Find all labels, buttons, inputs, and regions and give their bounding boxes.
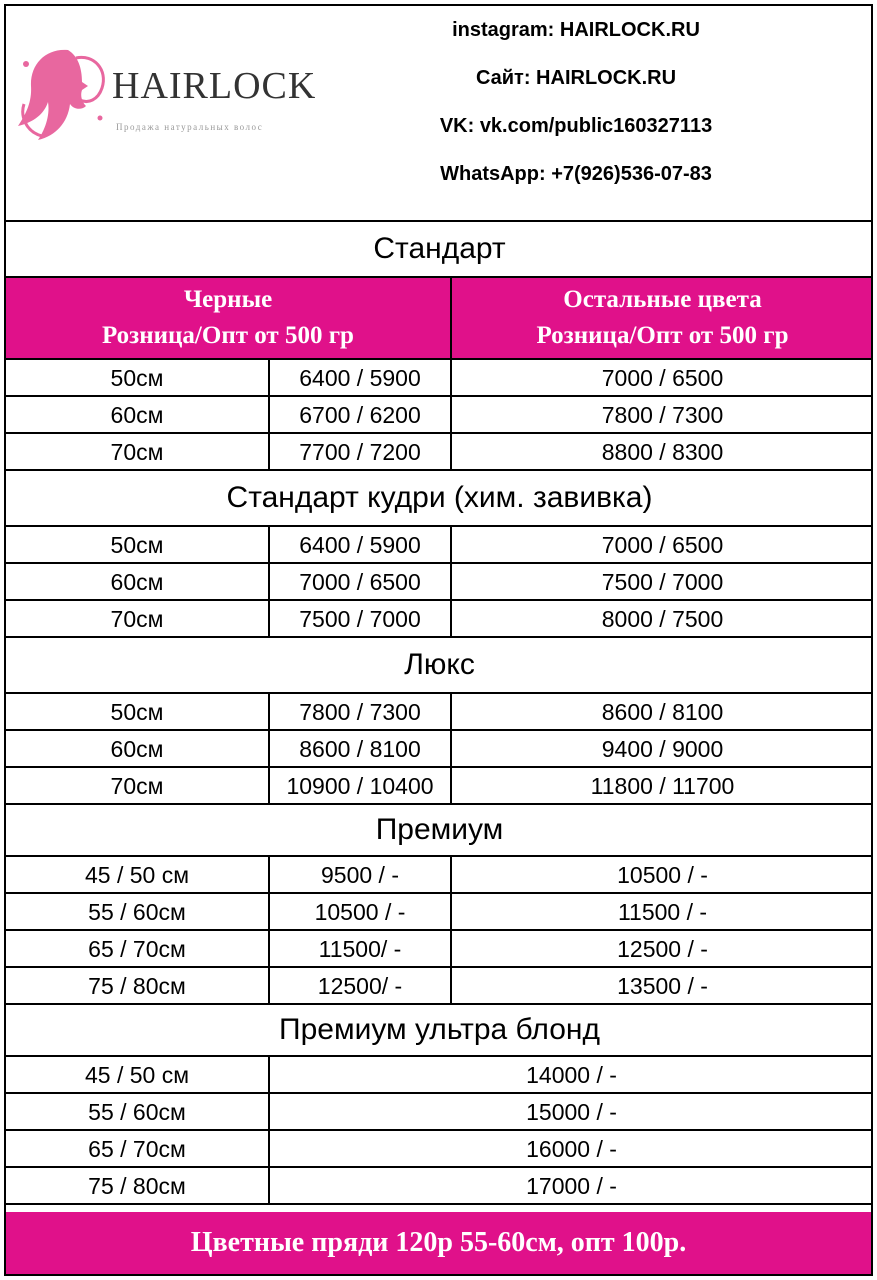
length-cell: 65 / 70см	[5, 1130, 269, 1167]
price-cell: 16000 / -	[269, 1130, 873, 1167]
length-cell: 55 / 60см	[5, 1093, 269, 1130]
table-row	[5, 396, 873, 433]
other-price-cell: 10500 / -	[451, 856, 873, 893]
length-cell: 45 / 50 см	[5, 856, 269, 893]
price-table	[4, 220, 873, 1205]
price-cell: 17000 / -	[269, 1167, 873, 1204]
column-header-black	[5, 277, 451, 359]
column-header-row	[5, 277, 873, 359]
black-price-cell: 10500 / -	[269, 893, 451, 930]
table-row	[5, 856, 873, 893]
table-row	[5, 1056, 873, 1093]
length-cell: 60см	[5, 563, 269, 600]
table-row	[5, 1093, 873, 1130]
contact-whatsapp: WhatsApp: +7(926)536-07-83	[440, 163, 712, 185]
table-row	[5, 693, 873, 730]
woman-silhouette-hair-logo-icon	[16, 44, 111, 144]
black-price-cell: 6400 / 5900	[269, 526, 451, 563]
length-cell: 55 / 60см	[5, 893, 269, 930]
table-row	[5, 1130, 873, 1167]
table-row	[5, 526, 873, 563]
other-price-cell: 12500 / -	[451, 930, 873, 967]
length-cell: 65 / 70см	[5, 930, 269, 967]
other-price-cell: 7000 / 6500	[451, 526, 873, 563]
section-title: Стандарт кудри (хим. завивка)	[5, 470, 873, 526]
length-cell: 75 / 80см	[5, 1167, 269, 1204]
column-header-black-line1: Черные	[183, 286, 273, 313]
section-title: Премиум ультра блонд	[5, 1004, 873, 1056]
other-price-cell: 7800 / 7300	[451, 396, 873, 433]
black-price-cell: 10900 / 10400	[269, 767, 451, 804]
section-row	[5, 804, 873, 856]
table-row	[5, 730, 873, 767]
table-row	[5, 1167, 873, 1204]
black-price-cell: 7000 / 6500	[269, 563, 451, 600]
length-cell: 70см	[5, 767, 269, 804]
logo-wordmark: HAIRLOCK	[112, 65, 317, 107]
length-cell: 70см	[5, 600, 269, 637]
black-price-cell: 7700 / 7200	[269, 433, 451, 470]
contact-instagram: instagram: HAIRLOCK.RU	[452, 19, 700, 41]
table-row	[5, 767, 873, 804]
black-price-cell: 8600 / 8100	[269, 730, 451, 767]
contacts-block	[406, 18, 746, 210]
length-cell: 50см	[5, 693, 269, 730]
contact-website: Сайт: HAIRLOCK.RU	[475, 67, 677, 89]
column-header-other	[451, 277, 873, 359]
section-row	[5, 470, 873, 526]
header	[6, 6, 871, 222]
column-header-black-line2: Розница/Опт от 500 гр	[102, 322, 354, 349]
price-cell: 15000 / -	[269, 1093, 873, 1130]
other-price-cell: 9400 / 9000	[451, 730, 873, 767]
length-cell: 70см	[5, 433, 269, 470]
black-price-cell: 6400 / 5900	[269, 359, 451, 396]
other-price-cell: 7500 / 7000	[451, 563, 873, 600]
other-price-cell: 8600 / 8100	[451, 693, 873, 730]
table-row	[5, 563, 873, 600]
section-title: Стандарт	[5, 221, 873, 277]
section-row	[5, 221, 873, 277]
black-price-cell: 11500/ -	[269, 930, 451, 967]
black-price-cell: 7800 / 7300	[269, 693, 451, 730]
table-row	[5, 893, 873, 930]
hairlock-logo	[16, 44, 316, 144]
black-price-cell: 6700 / 6200	[269, 396, 451, 433]
other-price-cell: 7000 / 6500	[451, 359, 873, 396]
other-price-cell: 8000 / 7500	[451, 600, 873, 637]
section-title: Премиум	[5, 804, 873, 856]
other-price-cell: 8800 / 8300	[451, 433, 873, 470]
price-list	[4, 4, 873, 1276]
footer-banner: Цветные пряди 120р 55-60см, опт 100р.	[6, 1212, 871, 1274]
length-cell: 60см	[5, 730, 269, 767]
other-price-cell: 11800 / 11700	[451, 767, 873, 804]
column-header-other-line2: Розница/Опт от 500 гр	[536, 322, 789, 349]
contact-vk: VK: vk.com/public160327113	[439, 115, 713, 137]
price-cell: 14000 / -	[269, 1056, 873, 1093]
table-row	[5, 359, 873, 396]
table-row	[5, 433, 873, 470]
table-row	[5, 930, 873, 967]
section-row	[5, 1004, 873, 1056]
black-price-cell: 7500 / 7000	[269, 600, 451, 637]
section-title: Люкс	[5, 637, 873, 693]
section-row	[5, 637, 873, 693]
length-cell: 50см	[5, 359, 269, 396]
length-cell: 50см	[5, 526, 269, 563]
other-price-cell: 11500 / -	[451, 893, 873, 930]
logo-tagline: Продажа натуральных волос	[116, 122, 264, 132]
black-price-cell: 9500 / -	[269, 856, 451, 893]
length-cell: 75 / 80см	[5, 967, 269, 1004]
table-row	[5, 600, 873, 637]
column-header-other-line1: Остальные цвета	[563, 286, 762, 313]
length-cell: 45 / 50 см	[5, 1056, 269, 1093]
black-price-cell: 12500/ -	[269, 967, 451, 1004]
table-row	[5, 967, 873, 1004]
length-cell: 60см	[5, 396, 269, 433]
other-price-cell: 13500 / -	[451, 967, 873, 1004]
